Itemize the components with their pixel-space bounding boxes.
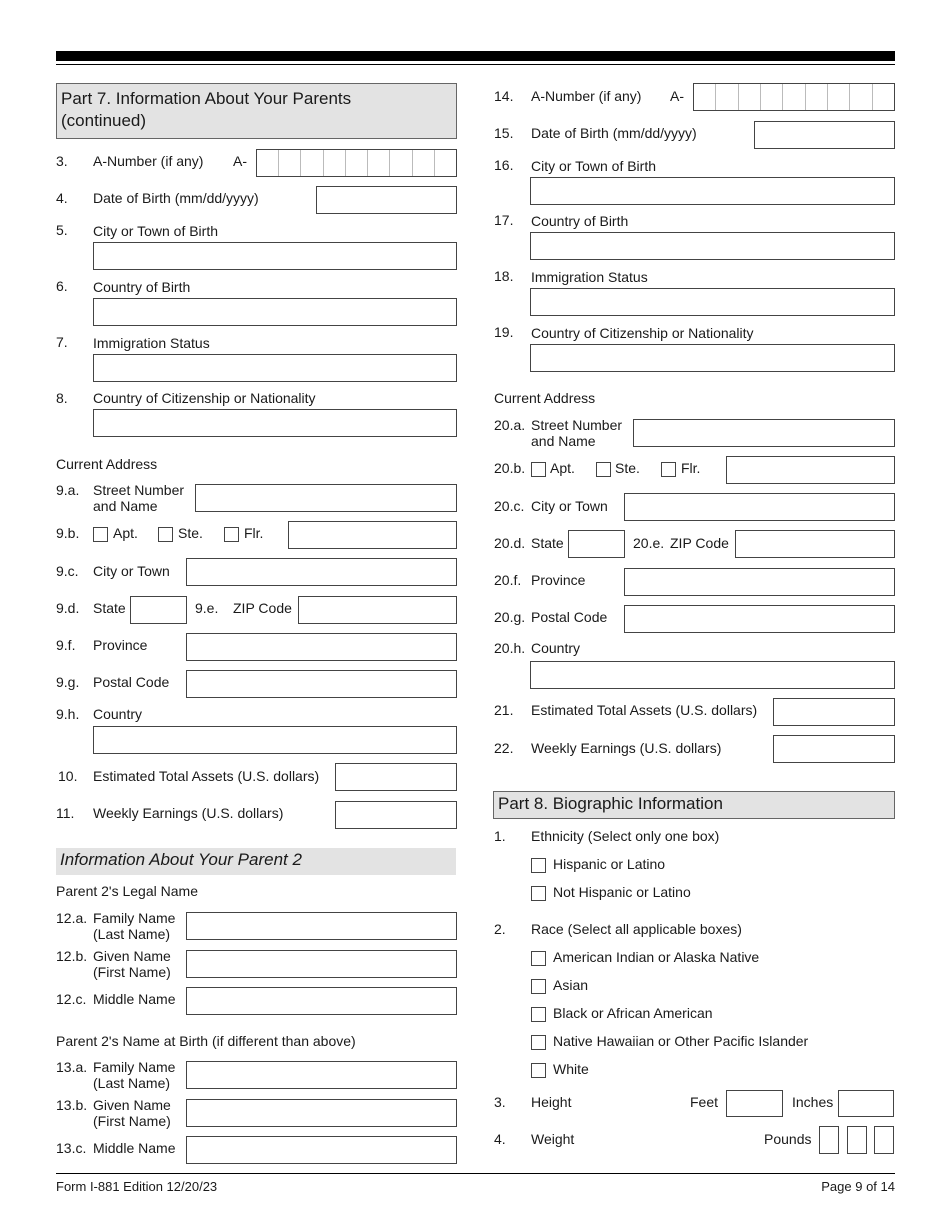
- birth-middle-name-input[interactable]: [186, 1136, 457, 1164]
- apt-checkbox[interactable]: [93, 527, 108, 542]
- date-of-birth-input[interactable]: [316, 186, 457, 214]
- weight-digit-3-input[interactable]: [874, 1126, 894, 1154]
- inches-label: Inches: [792, 1094, 834, 1110]
- middle-name-input[interactable]: [186, 987, 457, 1015]
- height-feet-input[interactable]: [726, 1090, 783, 1117]
- q20c-label: City or Town: [531, 498, 608, 514]
- parent2-ste-checkbox[interactable]: [596, 462, 611, 477]
- q20h-label: Country: [531, 640, 581, 656]
- q9a-label-line1: Street Number: [93, 482, 185, 498]
- parent2-total-assets-input[interactable]: [773, 698, 895, 726]
- weight-label: Weight: [531, 1131, 575, 1147]
- q20b-number: 20.b.: [494, 460, 526, 476]
- ste-checkbox[interactable]: [158, 527, 173, 542]
- current-address-label: Current Address: [56, 456, 158, 472]
- height-label: Height: [531, 1094, 572, 1110]
- street-input[interactable]: [195, 484, 457, 512]
- q20d-label: State: [531, 535, 564, 551]
- citizenship-input[interactable]: [93, 409, 457, 437]
- q9g-label: Postal Code: [93, 674, 170, 690]
- part7-title: Part 7. Information About Your Parents: [61, 89, 352, 108]
- q10-number: 10.: [58, 768, 78, 784]
- q12b-label: [93, 948, 171, 980]
- q20d-number: 20.d.: [494, 535, 526, 551]
- race-white-label: White: [553, 1061, 589, 1077]
- parent2-apt-label: Apt.: [550, 460, 575, 476]
- q22-label: Weekly Earnings (U.S. dollars): [531, 740, 722, 756]
- b2-number: 2.: [494, 921, 506, 937]
- hispanic-checkbox[interactable]: [531, 858, 546, 873]
- q9c-number: 9.c.: [56, 563, 79, 579]
- q17-number: 17.: [494, 212, 514, 228]
- parent2-dob-input[interactable]: [754, 121, 895, 149]
- state-input[interactable]: [130, 596, 187, 624]
- q9d-number: 9.d.: [56, 600, 80, 616]
- not-hispanic-checkbox[interactable]: [531, 886, 546, 901]
- weight-digit-1-input[interactable]: [819, 1126, 839, 1154]
- parent2-country-input[interactable]: [530, 661, 895, 689]
- page-number: Page 9 of 14: [821, 1179, 895, 1194]
- q19-label: Country of Citizenship or Nationality: [531, 325, 754, 341]
- q15-label: Date of Birth (mm/dd/yyyy): [531, 125, 697, 141]
- q9f-number: 9.f.: [56, 637, 76, 653]
- q9g-number: 9.g.: [56, 674, 80, 690]
- country-of-birth-input[interactable]: [93, 298, 457, 326]
- q14-number: 14.: [494, 88, 514, 104]
- q13c-number: 13.c.: [56, 1140, 87, 1156]
- q9a-label-line2: and Name: [93, 498, 158, 514]
- q12a-label: [93, 910, 175, 942]
- parent2-province-input[interactable]: [624, 568, 895, 596]
- city-of-birth-input[interactable]: [93, 242, 457, 270]
- q20e-number: 20.e.: [633, 535, 665, 551]
- parent2-zip-input[interactable]: [735, 530, 895, 558]
- parent2-a-number-input[interactable]: [693, 83, 895, 111]
- footer-rule: [56, 1173, 895, 1174]
- apt-label: Apt.: [113, 525, 138, 541]
- q13a-label-line1: Family Name: [93, 1059, 176, 1075]
- top-rule-thin: [56, 64, 895, 65]
- q20a-label-line1: Street Number: [531, 417, 623, 433]
- parent2-apt-checkbox[interactable]: [531, 462, 546, 477]
- q13a-number: 13.a.: [56, 1059, 88, 1075]
- given-name-input[interactable]: [186, 950, 457, 978]
- q6-label: Country of Birth: [93, 279, 191, 295]
- a-number-input[interactable]: [256, 149, 457, 177]
- parent2-country-of-birth-input[interactable]: [530, 232, 895, 260]
- part7-continued: (continued): [61, 111, 147, 130]
- q20g-label: Postal Code: [531, 609, 608, 625]
- hispanic-label: Hispanic or Latino: [553, 856, 666, 872]
- city-input[interactable]: [186, 558, 457, 586]
- postal-code-input[interactable]: [186, 670, 457, 698]
- country-input[interactable]: [93, 726, 457, 754]
- q20f-label: Province: [531, 572, 586, 588]
- q12a-label-line1: Family Name: [93, 910, 176, 926]
- ste-label: Ste.: [178, 525, 203, 541]
- q19-number: 19.: [494, 324, 514, 340]
- b2-label: Race (Select all applicable boxes): [531, 921, 742, 937]
- parent2-city-of-birth-input[interactable]: [530, 177, 895, 205]
- part7-header: [56, 83, 457, 139]
- q11-label: Weekly Earnings (U.S. dollars): [93, 805, 284, 821]
- parent2-citizenship-input[interactable]: [530, 344, 895, 372]
- q22-number: 22.: [494, 740, 514, 756]
- b3-number: 3.: [494, 1094, 506, 1110]
- race-american-indian-label: American Indian or Alaska Native: [553, 949, 760, 965]
- race-pacific-islander-checkbox[interactable]: [531, 1035, 546, 1050]
- q9e-label: ZIP Code: [233, 600, 292, 616]
- q21-number: 21.: [494, 702, 514, 718]
- unit-number-input[interactable]: [288, 521, 457, 549]
- q16-label: City or Town of Birth: [531, 158, 657, 174]
- parent2-state-input[interactable]: [568, 530, 625, 558]
- parent2-current-address-label: Current Address: [494, 390, 596, 406]
- weekly-earnings-input[interactable]: [335, 801, 457, 829]
- birth-name-label: Parent 2's Name at Birth (if different than above): [56, 1033, 356, 1049]
- q9a-number: 9.a.: [56, 482, 80, 498]
- q12b-label-line1: Given Name: [93, 948, 171, 964]
- not-hispanic-label: Not Hispanic or Latino: [553, 884, 691, 900]
- family-name-input[interactable]: [186, 912, 457, 940]
- q21-label: Estimated Total Assets (U.S. dollars): [531, 702, 758, 718]
- q8-label: Country of Citizenship or Nationality: [93, 390, 316, 406]
- q13b-label: [93, 1097, 171, 1129]
- q14-prefix: A-: [670, 88, 684, 104]
- parent2-postal-code-input[interactable]: [624, 605, 895, 633]
- b1-number: 1.: [494, 828, 506, 844]
- parent2-unit-number-input[interactable]: [726, 456, 895, 484]
- parent2-flr-checkbox[interactable]: [661, 462, 676, 477]
- flr-label: Flr.: [244, 525, 264, 541]
- q13b-label-line2: (First Name): [93, 1113, 171, 1129]
- q9a-label: [93, 482, 184, 514]
- q20a-label-line2: and Name: [531, 433, 596, 449]
- q20h-number: 20.h.: [494, 640, 526, 656]
- zip-input[interactable]: [298, 596, 457, 624]
- q12b-number: 12.b.: [56, 948, 88, 964]
- q6-number: 6.: [56, 278, 68, 294]
- q12a-label-line2: (Last Name): [93, 926, 171, 942]
- parent2-weekly-earnings-input[interactable]: [773, 735, 895, 763]
- q3-number: 3.: [56, 153, 68, 169]
- q12c-label: Middle Name: [93, 991, 176, 1007]
- q15-number: 15.: [494, 125, 514, 141]
- q18-label: Immigration Status: [531, 269, 648, 285]
- parent2-street-input[interactable]: [633, 419, 895, 447]
- flr-checkbox[interactable]: [224, 527, 239, 542]
- q12c-number: 12.c.: [56, 991, 87, 1007]
- race-white-checkbox[interactable]: [531, 1063, 546, 1078]
- pounds-label: Pounds: [764, 1131, 812, 1147]
- q13c-label: Middle Name: [93, 1140, 176, 1156]
- q7-number: 7.: [56, 334, 68, 350]
- race-black-label: Black or African American: [553, 1005, 713, 1021]
- b1-label: Ethnicity (Select only one box): [531, 828, 720, 844]
- q14-label: A-Number (if any): [531, 88, 642, 104]
- q17-label: Country of Birth: [531, 213, 629, 229]
- q12b-label-line2: (First Name): [93, 964, 171, 980]
- q16-number: 16.: [494, 157, 514, 173]
- q5-label: City or Town of Birth: [93, 223, 219, 239]
- parent2-city-input[interactable]: [624, 493, 895, 521]
- q4-label: Date of Birth (mm/dd/yyyy): [93, 190, 259, 206]
- q20e-label: ZIP Code: [670, 535, 729, 551]
- parent2-ste-label: Ste.: [615, 460, 640, 476]
- top-rule-thick: [56, 51, 895, 61]
- parent2-flr-label: Flr.: [681, 460, 701, 476]
- q13b-number: 13.b.: [56, 1097, 88, 1113]
- q11-number: 11.: [56, 805, 75, 821]
- q18-number: 18.: [494, 268, 514, 284]
- q9e-number: 9.e.: [195, 600, 219, 616]
- q20f-number: 20.f.: [494, 572, 522, 588]
- q4-number: 4.: [56, 190, 68, 206]
- province-input[interactable]: [186, 633, 457, 661]
- q3-label: A-Number (if any): [93, 153, 204, 169]
- q9h-number: 9.h.: [56, 706, 80, 722]
- q10-label: Estimated Total Assets (U.S. dollars): [93, 768, 320, 784]
- q13a-label-line2: (Last Name): [93, 1075, 171, 1091]
- total-assets-input[interactable]: [335, 763, 457, 791]
- race-pacific-islander-label: Native Hawaiian or Other Pacific Islander: [553, 1033, 809, 1049]
- q9d-label: State: [93, 600, 126, 616]
- b4-number: 4.: [494, 1131, 506, 1147]
- q20a-label: [531, 417, 622, 449]
- legal-name-label: Parent 2's Legal Name: [56, 883, 198, 899]
- birth-family-name-input[interactable]: [186, 1061, 457, 1089]
- q9c-label: City or Town: [93, 563, 170, 579]
- form-edition: Form I-881 Edition 12/20/23: [56, 1179, 218, 1194]
- race-black-checkbox[interactable]: [531, 1007, 546, 1022]
- q20a-number: 20.a.: [494, 417, 526, 433]
- parent2-immigration-status-input[interactable]: [530, 288, 895, 316]
- q9h-label: Country: [93, 706, 143, 722]
- q20c-number: 20.c.: [494, 498, 525, 514]
- parent2-header: Information About Your Parent 2: [56, 848, 456, 875]
- q7-label: Immigration Status: [93, 335, 210, 351]
- q8-number: 8.: [56, 390, 68, 406]
- q12a-number: 12.a.: [56, 910, 88, 926]
- height-inches-input[interactable]: [838, 1090, 894, 1117]
- race-asian-checkbox[interactable]: [531, 979, 546, 994]
- q3-prefix: A-: [233, 153, 247, 169]
- feet-label: Feet: [690, 1094, 719, 1110]
- q13a-label: [93, 1059, 175, 1091]
- race-american-indian-checkbox[interactable]: [531, 951, 546, 966]
- birth-given-name-input[interactable]: [186, 1099, 457, 1127]
- q13b-label-line1: Given Name: [93, 1097, 171, 1113]
- weight-digit-2-input[interactable]: [847, 1126, 867, 1154]
- q9f-label: Province: [93, 637, 148, 653]
- race-asian-label: Asian: [553, 977, 589, 993]
- q20g-number: 20.g.: [494, 609, 526, 625]
- immigration-status-input[interactable]: [93, 354, 457, 382]
- q9b-number: 9.b.: [56, 525, 80, 541]
- q5-number: 5.: [56, 222, 68, 238]
- part8-header: Part 8. Biographic Information: [493, 791, 895, 819]
